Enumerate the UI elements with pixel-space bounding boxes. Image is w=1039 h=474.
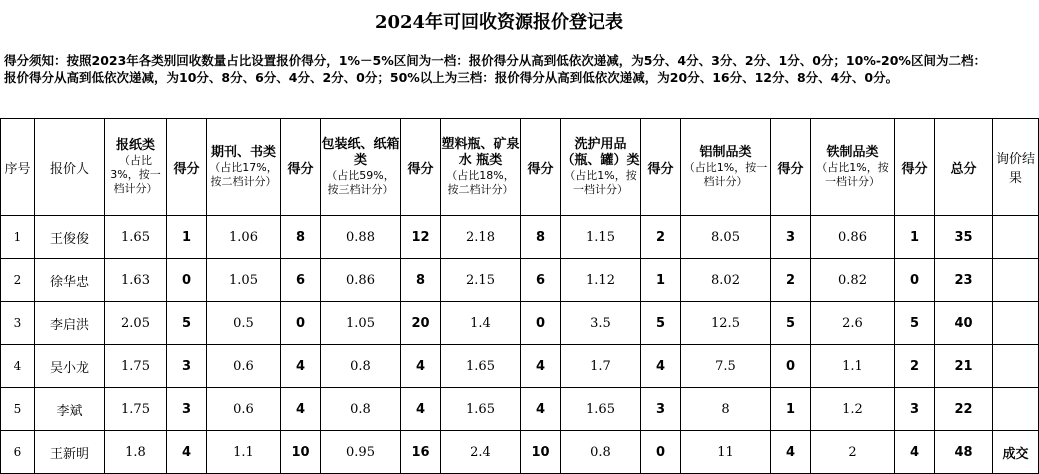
cell-seq: 1 — [1, 216, 35, 259]
cell-price: 1.8 — [105, 431, 167, 474]
cell-price: 1.05 — [321, 302, 401, 345]
cell-score: 5 — [167, 302, 207, 345]
cell-score: 3 — [641, 388, 681, 431]
cell-price: 1.12 — [561, 259, 641, 302]
cell-total: 40 — [935, 302, 993, 345]
table-row — [1, 259, 1039, 302]
cell-score: 16 — [401, 431, 441, 474]
cell-bidder: 李斌 — [35, 388, 105, 431]
cell-price: 1.15 — [561, 216, 641, 259]
cell-score: 12 — [401, 216, 441, 259]
table-row — [1, 388, 1039, 431]
cell-score: 8 — [521, 216, 561, 259]
header-magazine: 期刊、书类 （占比17%，按二档计分） — [207, 119, 281, 216]
cell-score: 4 — [281, 388, 321, 431]
cell-score: 4 — [641, 345, 681, 388]
cell-price: 1.4 — [441, 302, 521, 345]
table-row — [1, 302, 1039, 345]
cell-price: 1.75 — [105, 388, 167, 431]
cell-total: 35 — [935, 216, 993, 259]
header-plastic: 塑料瓶、矿泉水 瓶类 （占比18%，按二档计分） — [441, 119, 521, 216]
header-packaging: 包装纸、纸箱类 （占比59%，按三档计分） — [321, 119, 401, 216]
cell-price: 2.05 — [105, 302, 167, 345]
cell-score: 6 — [281, 259, 321, 302]
cell-score: 3 — [895, 388, 935, 431]
header-score: 得分 — [895, 119, 935, 216]
cell-price: 8.05 — [681, 216, 771, 259]
header-result: 询价结果 — [993, 119, 1039, 216]
cell-bidder: 徐华忠 — [35, 259, 105, 302]
header-row — [1, 119, 1039, 216]
header-score: 得分 — [167, 119, 207, 216]
cell-price: 7.5 — [681, 345, 771, 388]
cell-total: 23 — [935, 259, 993, 302]
cell-score: 3 — [167, 388, 207, 431]
cell-score: 10 — [521, 431, 561, 474]
header-score: 得分 — [401, 119, 441, 216]
header-seq: 序号 — [1, 119, 35, 216]
cell-price: 2.4 — [441, 431, 521, 474]
quote-table — [0, 118, 1039, 474]
header-iron: 铁制品类 （占比1%，按一档计分） — [811, 119, 895, 216]
header-score: 得分 — [641, 119, 681, 216]
cell-price: 0.86 — [321, 259, 401, 302]
header-aluminum: 铝制品类 （占比1%，按一档计分） — [681, 119, 771, 216]
cell-seq: 2 — [1, 259, 35, 302]
scoring-notice: 得分须知：按照2023年各类别回收数量占比设置报价得分，1%－5%区间为一档：报价得分从高到低依次递减，为5分、4分、3分、2分、1分、0分；10%-20%区间为二档：报价得分从高到低依次递减，为10分、8分、6分、4分、2分、0分；50%以上为三档：报价得分从高到低依次递减，为20分、16分、12分、8分、4分、0分。 — [4, 53, 986, 85]
cell-price: 1.65 — [105, 216, 167, 259]
cell-score: 0 — [895, 259, 935, 302]
cell-bidder: 吴小龙 — [35, 345, 105, 388]
cell-score: 1 — [895, 216, 935, 259]
cell-price: 0.8 — [561, 431, 641, 474]
cell-result — [993, 259, 1039, 302]
cell-bidder: 李启洪 — [35, 302, 105, 345]
cell-seq: 6 — [1, 431, 35, 474]
cell-price: 0.86 — [811, 216, 895, 259]
cell-price: 2.6 — [811, 302, 895, 345]
cell-score: 4 — [401, 345, 441, 388]
cell-total: 48 — [935, 431, 993, 474]
cell-score: 3 — [771, 216, 811, 259]
cell-price: 0.95 — [321, 431, 401, 474]
cell-score: 5 — [771, 302, 811, 345]
cell-score: 0 — [281, 302, 321, 345]
cell-total: 22 — [935, 388, 993, 431]
cell-score: 8 — [401, 259, 441, 302]
cell-score: 2 — [641, 216, 681, 259]
cell-result — [993, 302, 1039, 345]
cell-score: 1 — [641, 259, 681, 302]
cell-score: 0 — [167, 259, 207, 302]
cell-price: 1.2 — [811, 388, 895, 431]
cell-price: 1.65 — [441, 388, 521, 431]
cell-price: 2 — [811, 431, 895, 474]
cell-score: 4 — [521, 345, 561, 388]
header-total: 总分 — [935, 119, 993, 216]
cell-price: 1.7 — [561, 345, 641, 388]
cell-result: 成交 — [993, 431, 1039, 474]
cell-result — [993, 388, 1039, 431]
cell-price: 3.5 — [561, 302, 641, 345]
cell-price: 0.8 — [321, 388, 401, 431]
cell-price: 0.82 — [811, 259, 895, 302]
cell-score: 1 — [167, 216, 207, 259]
cell-price: 2.18 — [441, 216, 521, 259]
cell-seq: 4 — [1, 345, 35, 388]
cell-score: 0 — [641, 431, 681, 474]
cell-score: 5 — [641, 302, 681, 345]
cell-price: 11 — [681, 431, 771, 474]
cell-score: 2 — [771, 259, 811, 302]
cell-price: 1.65 — [561, 388, 641, 431]
cell-score: 4 — [521, 388, 561, 431]
cell-price: 1.63 — [105, 259, 167, 302]
header-score: 得分 — [771, 119, 811, 216]
cell-price: 1.65 — [441, 345, 521, 388]
cell-price: 1.1 — [207, 431, 281, 474]
header-score: 得分 — [281, 119, 321, 216]
sheet-title: 2024年可回收资源报价登记表 — [374, 12, 624, 33]
cell-score: 8 — [281, 216, 321, 259]
cell-price: 1.06 — [207, 216, 281, 259]
cell-total: 21 — [935, 345, 993, 388]
cell-bidder: 王新明 — [35, 431, 105, 474]
table-row — [1, 216, 1039, 259]
cell-price: 12.5 — [681, 302, 771, 345]
table-row — [1, 431, 1039, 474]
cell-price: 0.5 — [207, 302, 281, 345]
cell-score: 20 — [401, 302, 441, 345]
cell-price: 1.05 — [207, 259, 281, 302]
cell-score: 3 — [167, 345, 207, 388]
cell-price: 8.02 — [681, 259, 771, 302]
cell-score: 4 — [771, 431, 811, 474]
cell-score: 2 — [895, 345, 935, 388]
cell-score: 0 — [521, 302, 561, 345]
cell-price: 1.75 — [105, 345, 167, 388]
header-bidder: 报价人 — [35, 119, 105, 216]
header-score: 得分 — [521, 119, 561, 216]
cell-result — [993, 345, 1039, 388]
cell-result — [993, 216, 1039, 259]
cell-score: 1 — [771, 388, 811, 431]
cell-score: 6 — [521, 259, 561, 302]
cell-price: 0.88 — [321, 216, 401, 259]
cell-seq: 5 — [1, 388, 35, 431]
cell-score: 5 — [895, 302, 935, 345]
cell-score: 4 — [401, 388, 441, 431]
cell-bidder: 王俊俊 — [35, 216, 105, 259]
cell-seq: 3 — [1, 302, 35, 345]
header-detergent: 洗护用品（瓶、罐）类 （占比1%，按一档计分） — [561, 119, 641, 216]
cell-price: 0.6 — [207, 345, 281, 388]
cell-price: 0.8 — [321, 345, 401, 388]
header-newspaper: 报纸类 （占比3%，按一档计分） — [105, 119, 167, 216]
table-row — [1, 345, 1039, 388]
cell-score: 4 — [895, 431, 935, 474]
cell-score: 0 — [771, 345, 811, 388]
cell-score: 4 — [281, 345, 321, 388]
cell-price: 1.1 — [811, 345, 895, 388]
cell-price: 2.15 — [441, 259, 521, 302]
cell-score: 4 — [167, 431, 207, 474]
cell-price: 0.6 — [207, 388, 281, 431]
cell-price: 8 — [681, 388, 771, 431]
cell-score: 10 — [281, 431, 321, 474]
